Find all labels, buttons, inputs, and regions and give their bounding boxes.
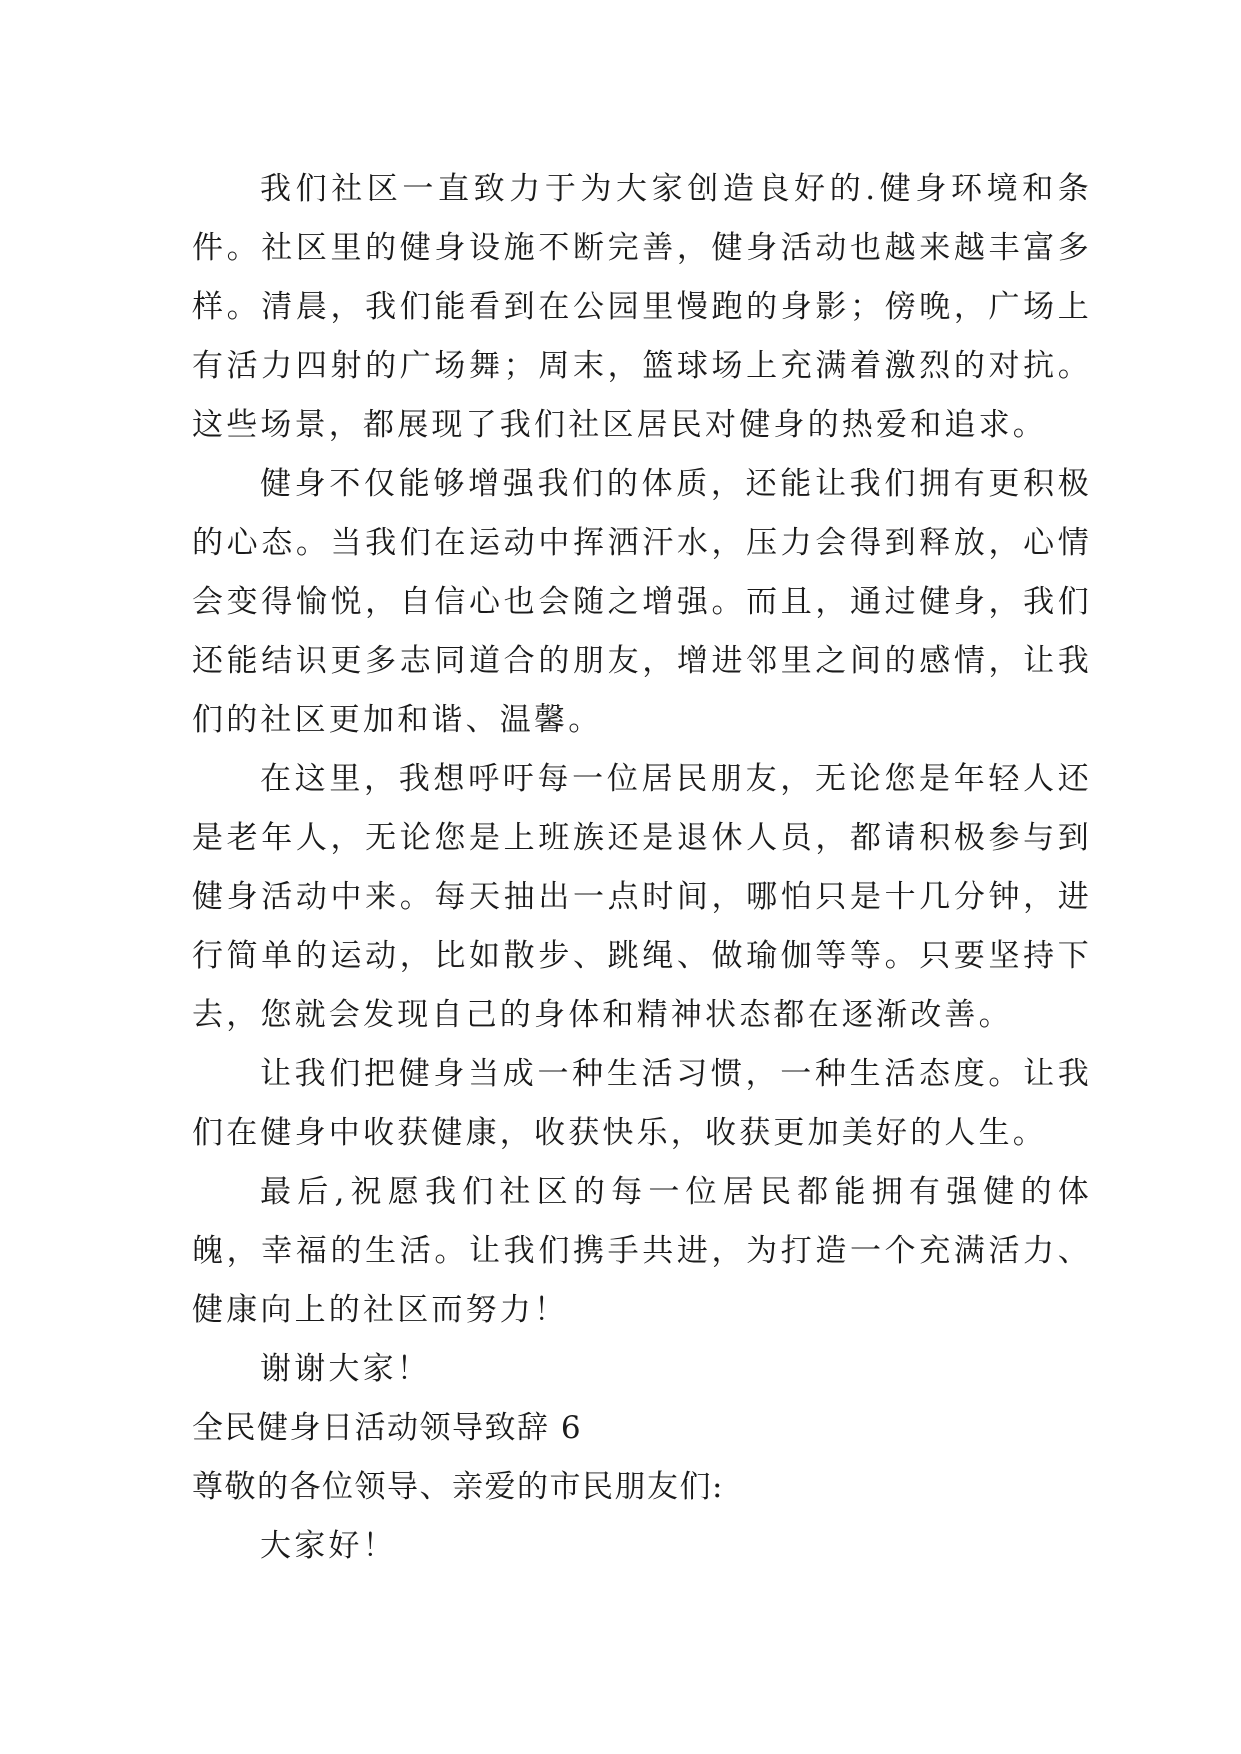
body-paragraph: 我们社区一直致力于为大家创造良好的.健身环境和条件。社区里的健身设施不断完善，健身活动也越来越丰富多样。清晨，我们能看到在公园里慢跑的身影；傍晚，广场上有活力四射的广场舞；周末，篮球场上充满着激烈的对抗。这些场景，都展现了我们社区居民对健身的热爱和追求。 bbox=[192, 171, 1092, 443]
body-paragraph: 在这里，我想呼吁每一位居民朋友，无论您是年轻人还是老年人，无论您是上班族还是退休人员，都请积极参与到健身活动中来。每天抽出一点时间，哪怕只是十几分钟，进行简单的运动，比如散步、跳绳、做瑜伽等等。只要坚持下去，您就会发现自己的身体和精神状态都在逐渐改善。 bbox=[192, 761, 1092, 1033]
body-paragraph: 健身不仅能够增强我们的体质，还能让我们拥有更积极的心态。当我们在运动中挥洒汗水，压力会得到释放，心情会变得愉悦，自信心也会随之增强。而且，通过健身，我们还能结识更多志同道合的朋友，增进邻里之间的感情，让我们的社区更加和谐、温馨。 bbox=[192, 466, 1092, 738]
section-title: 全民健身日活动领导致辞 6 bbox=[192, 1410, 583, 1446]
body-paragraph: 让我们把健身当成一种生活习惯，一种生活态度。让我们在健身中收获健康，收获快乐，收获更加美好的人生。 bbox=[192, 1056, 1092, 1151]
closing-thanks: 谢谢大家！ bbox=[260, 1351, 431, 1387]
greeting: 大家好！ bbox=[260, 1528, 397, 1564]
salutation: 尊敬的各位领导、亲爱的市民朋友们: bbox=[192, 1469, 724, 1505]
body-paragraph: 最后,祝愿我们社区的每一位居民都能拥有强健的体魄，幸福的生活。让我们携手共进，为打造一个充满活力、健康向上的社区而努力！ bbox=[192, 1174, 1092, 1328]
document-body bbox=[192, 160, 1092, 1576]
